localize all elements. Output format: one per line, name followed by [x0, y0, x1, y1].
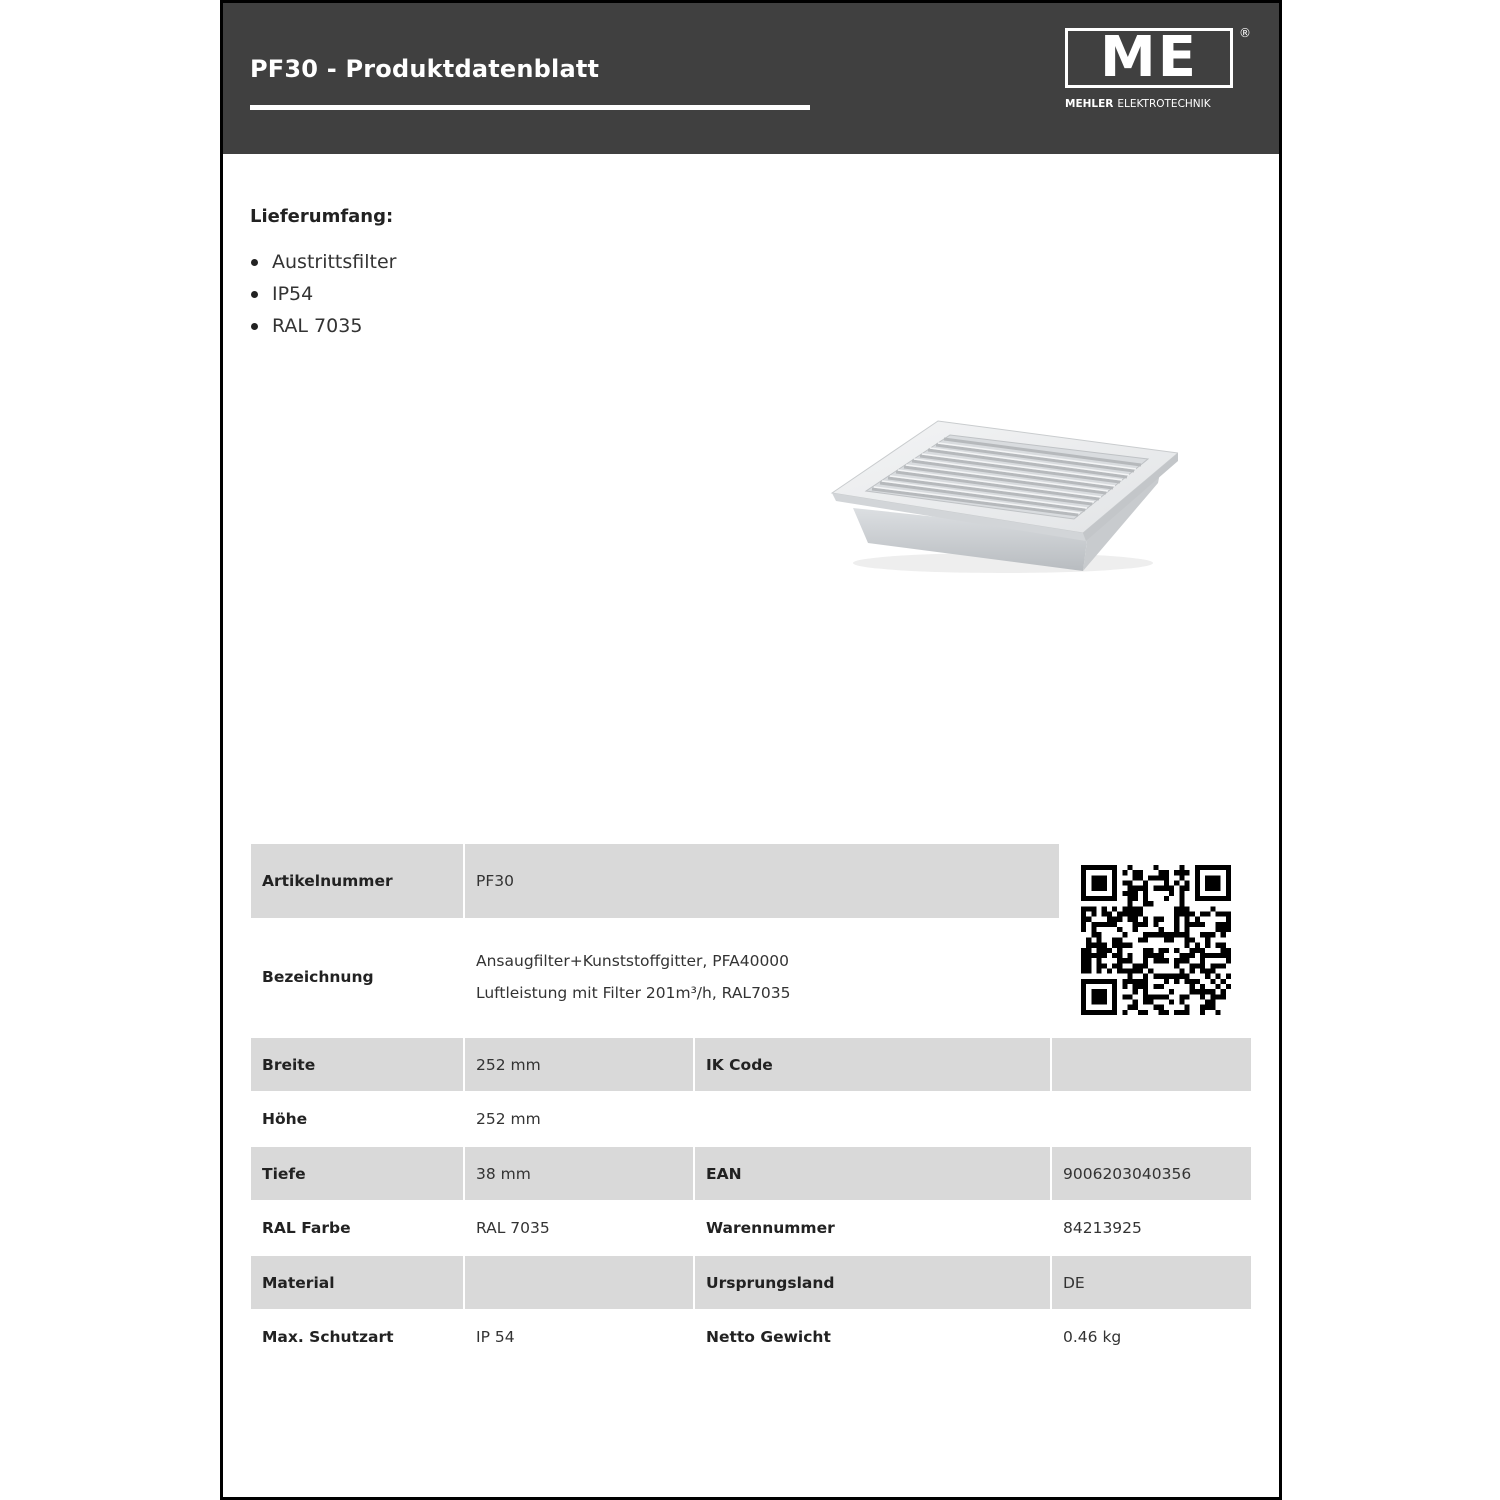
page-header	[223, 3, 1279, 154]
value-hoehe: 252 mm	[476, 1110, 541, 1128]
value-bezeichnung	[465, 918, 1059, 1036]
value-breite: 252 mm	[465, 1038, 693, 1091]
bullet-icon	[251, 291, 258, 298]
label-ik-code: IK Code	[695, 1038, 1050, 1091]
registered-mark: ®	[1239, 26, 1251, 40]
label-ean: EAN	[695, 1147, 1050, 1200]
table-row	[251, 1038, 1251, 1091]
label-schutzart: Max. Schutzart	[262, 1328, 394, 1346]
scope-item-text: RAL 7035	[272, 315, 363, 337]
value-material	[465, 1256, 693, 1309]
label-breite: Breite	[251, 1038, 463, 1091]
product-image	[828, 413, 1178, 583]
logo-company-rest: ELEKTROTECHNIK	[1117, 98, 1211, 110]
bezeichnung-line-2: Luftleistung mit Filter 201m³/h, RAL7035	[476, 984, 791, 1002]
scope-item	[250, 311, 396, 343]
table-row	[251, 1256, 1251, 1309]
logo-company-bold: MEHLER	[1065, 98, 1114, 110]
page-title: PF30 - Produktdatenblatt	[250, 55, 600, 83]
table-row	[251, 1147, 1251, 1200]
scope-item-text: Austrittsfilter	[272, 251, 397, 273]
value-ral-farbe: RAL 7035	[476, 1219, 550, 1237]
bullet-icon	[251, 259, 258, 266]
scope-item	[250, 279, 396, 311]
title-underline	[250, 105, 810, 110]
label-material: Material	[251, 1256, 463, 1309]
table-row	[251, 844, 1059, 918]
bezeichnung-line-1: Ansaugfilter+Kunststoffgitter, PFA40000	[476, 952, 790, 970]
label-warennummer: Warennummer	[706, 1219, 835, 1237]
table-row	[251, 918, 1059, 1036]
scope-list	[250, 247, 396, 343]
label-artikelnummer: Artikelnummer	[251, 844, 463, 918]
value-schutzart: IP 54	[476, 1328, 515, 1346]
datasheet-page	[220, 0, 1282, 1500]
value-ursprungsland: DE	[1052, 1256, 1251, 1309]
bezeichnung-text	[476, 945, 791, 1009]
label-ral-farbe: RAL Farbe	[262, 1219, 351, 1237]
table-row	[251, 1201, 1251, 1255]
scope-item-text: IP54	[272, 283, 314, 305]
label-tiefe: Tiefe	[251, 1147, 463, 1200]
value-artikelnummer: PF30	[465, 844, 1059, 918]
label-bezeichnung: Bezeichnung	[262, 968, 374, 986]
label-gewicht: Netto Gewicht	[706, 1328, 831, 1346]
label-hoehe: Höhe	[262, 1110, 308, 1128]
table-row	[251, 1310, 1251, 1364]
company-logo	[1063, 25, 1253, 115]
scope-item	[250, 247, 396, 279]
logo-company-name	[1065, 98, 1211, 110]
value-ik-code	[1052, 1038, 1251, 1091]
table-row	[251, 1092, 1251, 1146]
bullet-icon	[251, 323, 258, 330]
label-ursprungsland: Ursprungsland	[695, 1256, 1050, 1309]
value-ean: 9006203040356	[1052, 1147, 1251, 1200]
scope-title: Lieferumfang:	[250, 206, 394, 227]
qr-code[interactable]	[1081, 865, 1231, 1015]
value-tiefe: 38 mm	[465, 1147, 693, 1200]
logo-letters: ME	[1100, 25, 1198, 90]
logo-frame	[1065, 25, 1233, 90]
value-warennummer: 84213925	[1063, 1219, 1142, 1237]
value-gewicht: 0.46 kg	[1063, 1328, 1122, 1346]
